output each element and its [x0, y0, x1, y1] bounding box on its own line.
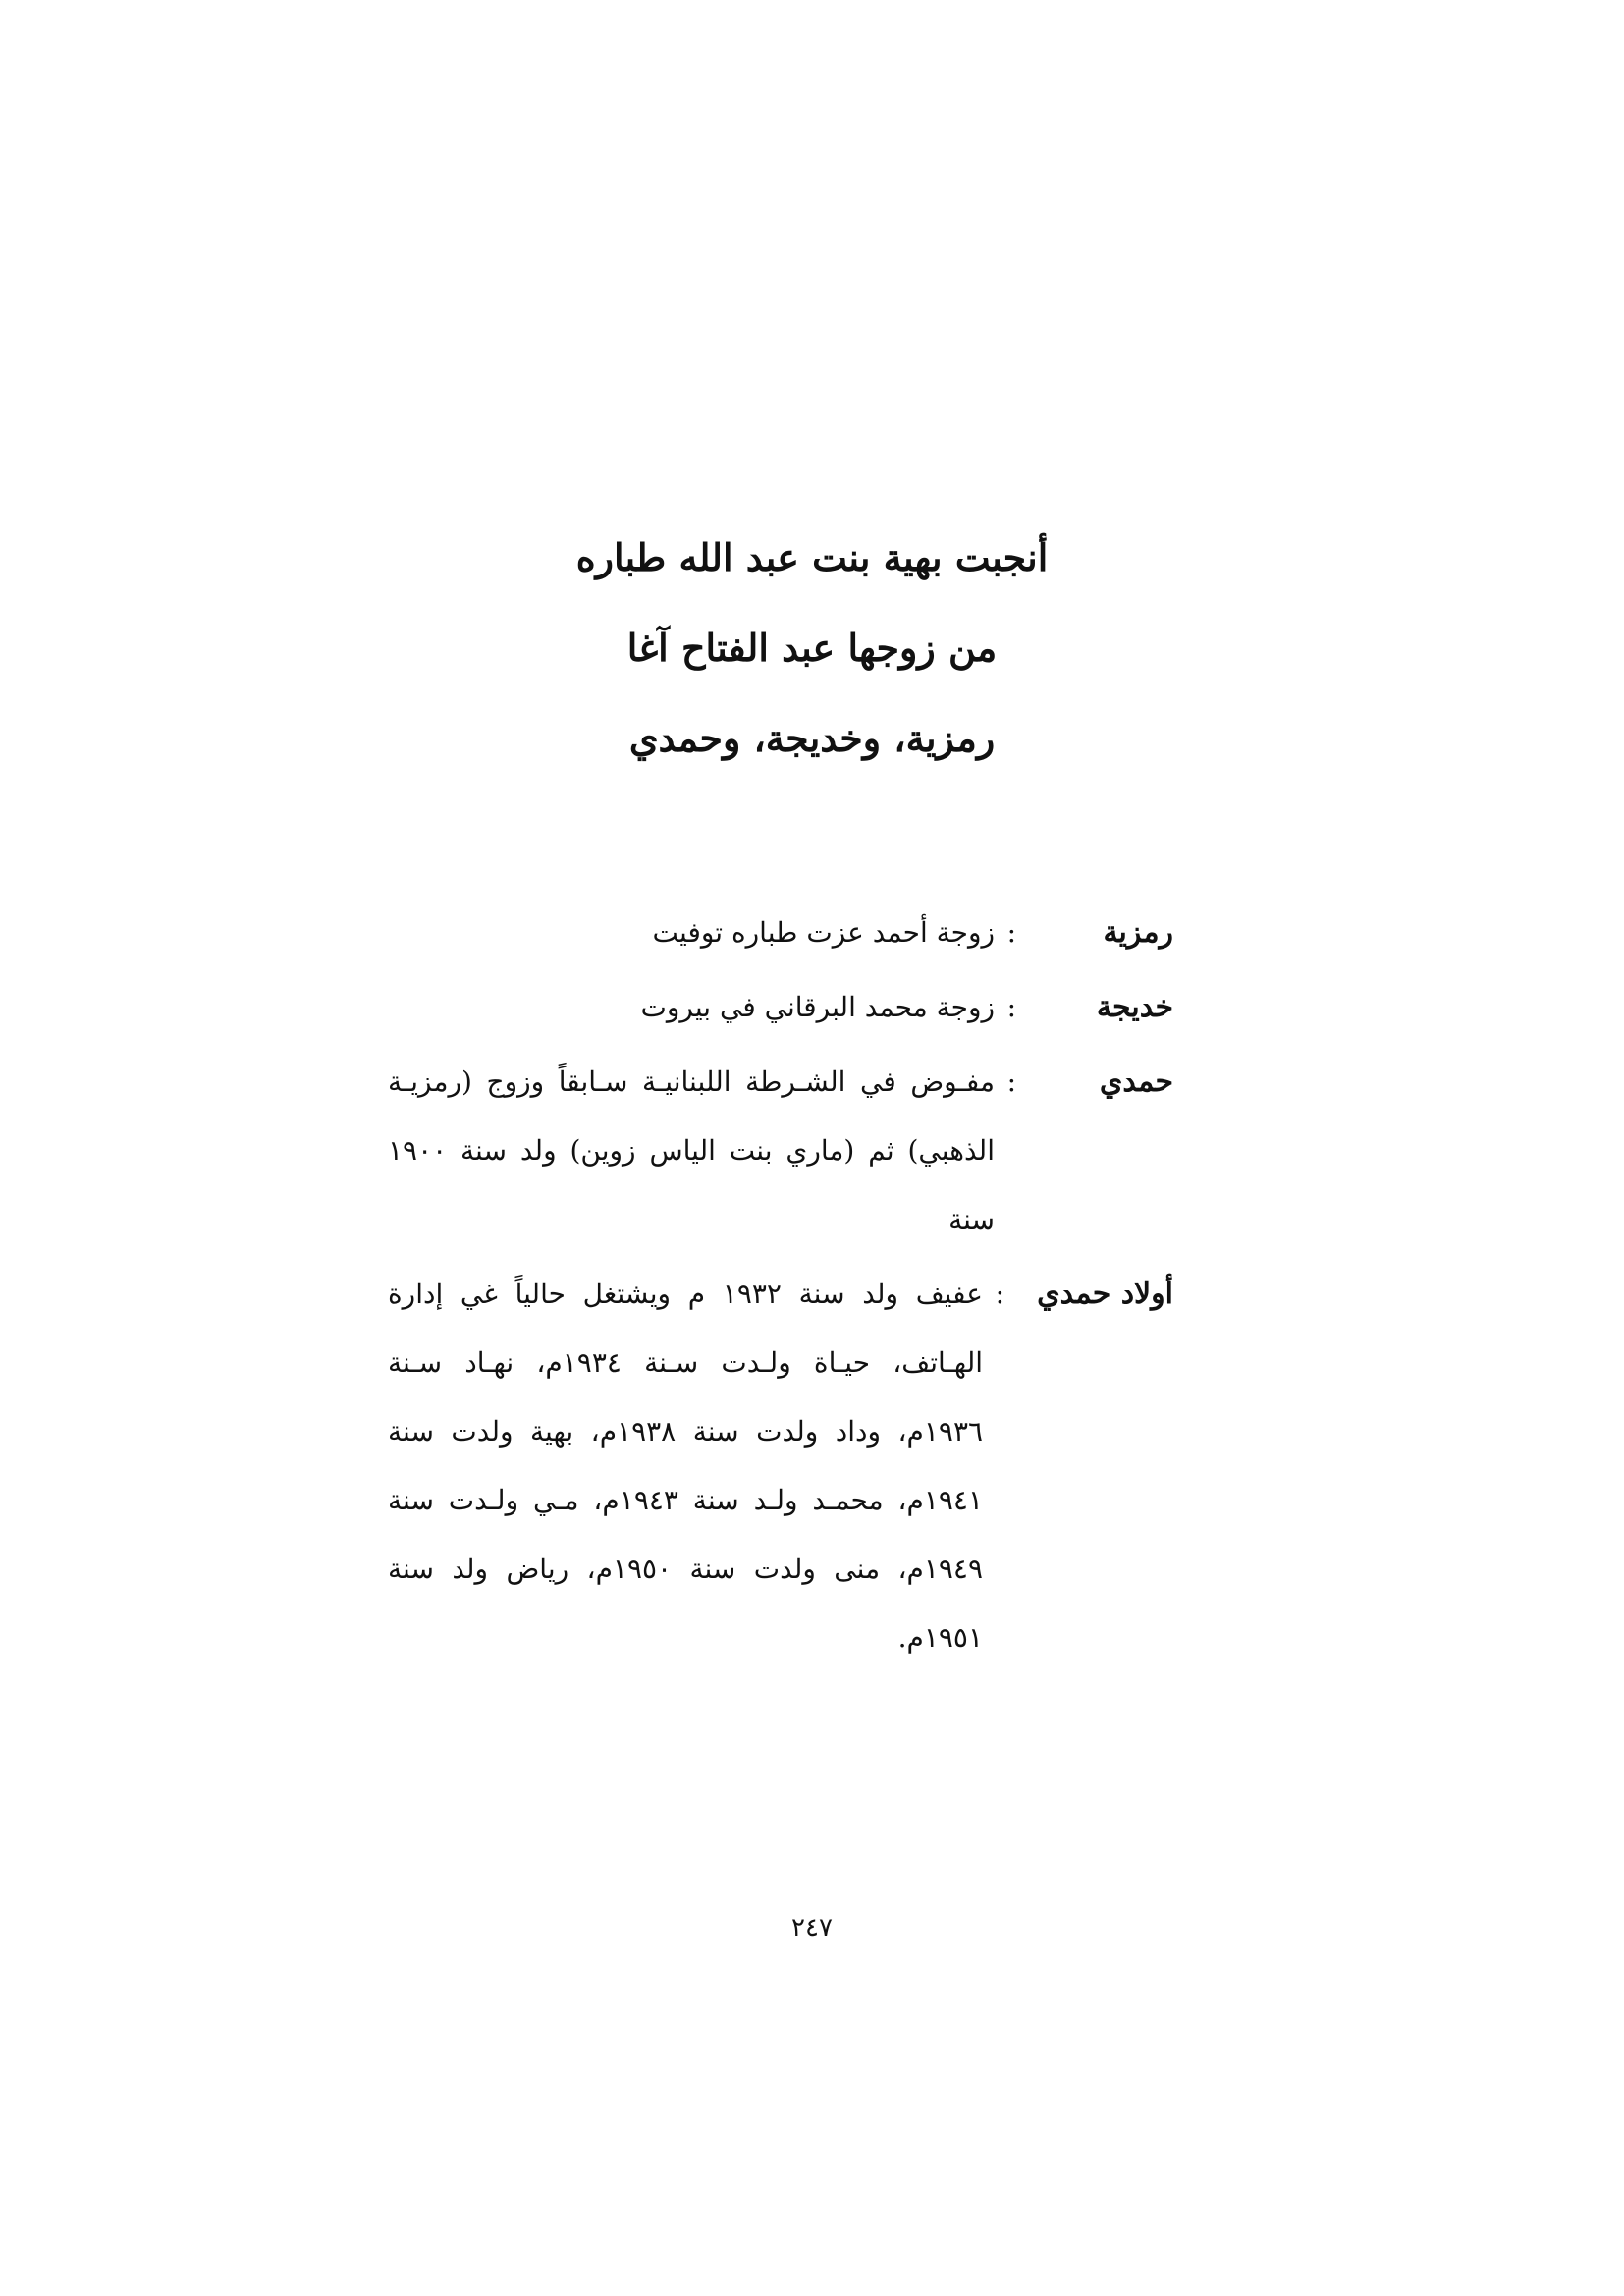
- entry-text: مفـوض في الشـرطة اللبنانيـة سـابقاً وزوج (رمزيـة الذهبي) ثم (ماري بنت الياس زوين) ولد سنة ١٩٠٠ سنة: [388, 1066, 995, 1235]
- entry-colon: :: [1006, 916, 1016, 949]
- entry-ramziya: [388, 899, 1173, 967]
- page-heading: [0, 535, 1624, 809]
- heading-line-3: رمزية، وخديجة، وحمدي: [628, 716, 996, 760]
- entry-text: زوجة محمد البرقاني في بيروت: [640, 991, 995, 1023]
- entry-text: زوجة أحمد عزت طباره توفيت: [652, 916, 995, 949]
- heading-line-1: أنجبت بهية بنت عبد الله طباره: [575, 535, 1049, 579]
- entries-list: [388, 899, 1173, 1678]
- entry-khadija: [388, 973, 1173, 1042]
- entry-label: رمزية: [1103, 915, 1173, 950]
- entry-colon: :: [1006, 991, 1016, 1023]
- entry-label: خديجة: [1096, 990, 1173, 1024]
- entry-hamdi: [388, 1048, 1173, 1254]
- entry-hamdi-children: [388, 1260, 1173, 1672]
- entry-label: حمدي: [1099, 1065, 1173, 1099]
- entry-colon: :: [995, 1278, 1004, 1310]
- entry-label: أولاد حمدي: [1037, 1277, 1173, 1311]
- page-number: ٢٤٧: [791, 1913, 833, 1942]
- heading-line-2: من زوجها عبد الفتاح آغا: [626, 626, 998, 670]
- entry-text: عفيف ولد سنة ١٩٣٢ م ويشتغل حالياً غي إدارة الهـاتف، حيـاة ولـدت سـنة ١٩٣٤م، نهـاد سـنة ١٩٣٦م، وداد ولدت سنة ١٩٣٨م، بهية ولدت سنة ١٩٤١م، محمـد ولـد سنة ١٩٤٣م، مـي ولـدت سنة ١٩٤٩م، منى ولدت سنة ١٩٥٠م، رياض ولد سنة ١٩٥١م.: [388, 1278, 984, 1654]
- entry-colon: :: [1006, 1066, 1016, 1098]
